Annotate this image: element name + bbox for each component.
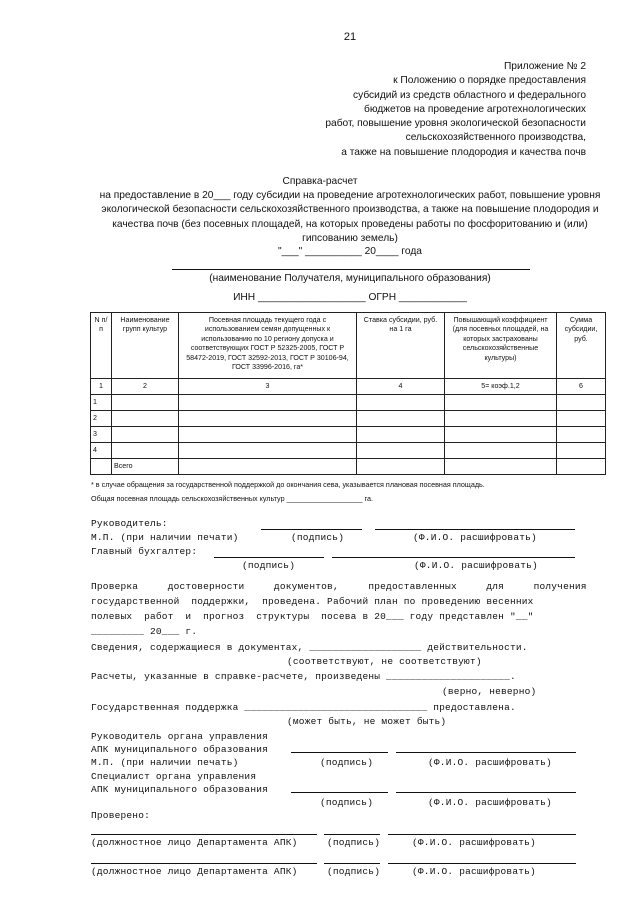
official-caption: (должностное лицо Департамента АПК) — [91, 866, 298, 877]
appendix-line: Приложение № 2 — [503, 61, 586, 72]
appendix-line: субсидий из средств областного и федерального — [353, 89, 586, 101]
column-number: 5= коэф.1,2 — [445, 379, 557, 395]
row-number: 4 — [91, 443, 112, 459]
apk-head-label: АПК муниципального образования — [91, 744, 269, 755]
signature-caption: (подпись) — [242, 560, 296, 571]
signature-line — [291, 792, 388, 793]
row-number: 1 — [91, 395, 112, 411]
signature-line — [214, 557, 324, 558]
signature-caption: (подпись) — [327, 837, 381, 848]
official-line — [91, 834, 317, 835]
name-line — [396, 752, 576, 753]
table-cell — [557, 395, 606, 411]
date-line: "___" __________ 20____ года — [278, 246, 422, 257]
total-label: Всего — [112, 459, 179, 475]
table-cell — [445, 395, 557, 411]
checked-label: Проверено: — [91, 810, 151, 821]
column-header: Ставка субсидии, руб. на 1 га — [357, 313, 445, 379]
appendix-header — [325, 60, 586, 160]
table-cell — [445, 427, 557, 443]
column-number: 1 — [91, 379, 112, 395]
signature-caption: (подпись) — [320, 757, 374, 768]
column-number: 3 — [179, 379, 357, 395]
column-header: Сумма субсидии, руб. — [557, 313, 606, 379]
row-number: 2 — [91, 411, 112, 427]
signature-line — [261, 529, 362, 530]
table-cell — [179, 459, 357, 475]
signature-caption: (подпись) — [291, 532, 345, 543]
signature-line — [324, 834, 380, 835]
appendix-line: сельскохозяйственного производства, — [405, 132, 586, 144]
table-cell — [357, 395, 445, 411]
name-line — [388, 834, 576, 835]
table-cell — [112, 443, 179, 459]
table-cell — [557, 459, 606, 475]
table-cell — [557, 427, 606, 443]
calc-hint: (верно, неверно) — [442, 686, 537, 697]
column-header: Посевная площадь текущего года с использованием семян допущенных к использованию по 10 региону допуска и соответствующих ГОСТ Р 52325-2005, ГОСТ Р 58472-2019, ГОСТ 32592-2013, ГОСТ Р 30106-94, ГОСТ 33996-2016, га* — [179, 313, 357, 379]
verification-line: полевых работ и прогноз структуры посева в 20___ году представлен "__" — [91, 611, 534, 622]
name-line — [375, 529, 575, 530]
column-number: 6 — [557, 379, 606, 395]
total-area-note: Общая посевная площадь сельскохозяйственных культур ___________________ га. — [91, 494, 373, 503]
apk-stamp-label: М.П. (при наличии печать) — [91, 757, 239, 768]
table-cell — [357, 443, 445, 459]
table-cell — [179, 443, 357, 459]
recipient-line — [172, 269, 530, 270]
page-number: 21 — [343, 31, 357, 43]
table-row — [91, 395, 606, 411]
fio-caption: (Ф.И.О. расшифровать) — [428, 757, 552, 768]
fio-caption: (Ф.И.О. расшифровать) — [412, 837, 536, 848]
table-cell — [91, 459, 112, 475]
signature-line — [291, 752, 388, 753]
signature-line — [324, 863, 380, 864]
column-header: Наименование групп культур — [112, 313, 179, 379]
table-cell — [445, 443, 557, 459]
fio-caption: (Ф.И.О. расшифровать) — [412, 866, 536, 877]
name-line — [388, 863, 576, 864]
table-cell — [179, 427, 357, 443]
support-hint: (может быть, не может быть) — [287, 716, 447, 727]
fio-caption: (Ф.И.О. расшифровать) — [413, 532, 537, 543]
column-number: 4 — [357, 379, 445, 395]
document-subtitle: на предоставление в 20___ году субсидии на проведение агротехнологических работ, повышение уровня экологической безопасности сельскохозяйственного производства, а также на повышение плодородия и качества почв (без посевных площадей, на которых проведены работы по фосфоритованию и (или) гипсованию земель) — [99, 190, 601, 245]
table-cell — [112, 395, 179, 411]
calc-line: Расчеты, указанные в справке-расчете, произведены _____________________. — [91, 671, 516, 682]
appendix-line: бюджетов на проведение агротехнологических — [363, 103, 586, 115]
table-cell — [357, 411, 445, 427]
table-cell — [445, 459, 557, 475]
table-row — [91, 411, 606, 427]
appendix-line: к Положению о порядке предоставления — [393, 75, 586, 87]
chief-accountant-label: Главный бухгалтер: — [91, 546, 198, 557]
row-number: 3 — [91, 427, 112, 443]
table-cell — [357, 427, 445, 443]
signature-caption: (подпись) — [320, 797, 374, 808]
table-cell — [557, 411, 606, 427]
name-line — [332, 557, 575, 558]
table-cell — [445, 411, 557, 427]
official-caption: (должностное лицо Департамента АПК) — [91, 837, 298, 848]
table-cell — [112, 427, 179, 443]
table-row — [91, 427, 606, 443]
apk-specialist-label: АПК муниципального образования — [91, 784, 269, 795]
column-number: 2 — [112, 379, 179, 395]
appendix-line: а также на повышение плодородия и качества почв — [341, 146, 586, 158]
info-line: Сведения, содержащиеся в документах, ___________________ действительности. — [91, 642, 528, 653]
official-line — [91, 863, 317, 864]
fio-caption: (Ф.И.О. расшифровать) — [414, 560, 538, 571]
table-cell — [179, 411, 357, 427]
inn-ogrn-line: ИНН ___________________ ОГРН ____________ — [233, 292, 467, 303]
support-line: Государственная поддержка _______________________________ предоставлена. — [91, 702, 516, 713]
verification-line: _________ 20___ г. — [91, 626, 198, 637]
head-label: Руководитель: — [91, 518, 168, 529]
table-column-numbers — [91, 379, 606, 395]
table-row — [91, 443, 606, 459]
info-hint: (соответствуют, не соответствуют) — [287, 656, 482, 667]
fio-caption: (Ф.И.О. расшифровать) — [428, 797, 552, 808]
table-cell — [112, 411, 179, 427]
verification-line: Проверка достоверности документов, предоставленных для получения — [91, 581, 587, 592]
table-cell — [179, 395, 357, 411]
signature-caption: (подпись) — [327, 866, 381, 877]
document-title: Справка-расчет — [282, 176, 358, 187]
table-cell — [557, 443, 606, 459]
recipient-caption: (наименование Получателя, муниципального образования) — [209, 273, 491, 284]
apk-specialist-label: Специалист органа управления — [91, 771, 257, 782]
table-total-row — [91, 459, 606, 475]
table-header-row — [91, 313, 606, 379]
name-line — [396, 792, 576, 793]
footnote: * в случае обращения за государственной поддержкой до окончания сева, указывается плановая посевная площадь. — [91, 480, 485, 489]
stamp-label: М.П. (при наличии печати) — [91, 532, 239, 543]
table-cell — [357, 459, 445, 475]
appendix-line: работ, повышение уровня экологической безопасности — [325, 118, 586, 130]
column-header: N п/п — [91, 313, 112, 379]
verification-line: государственной поддержки, проведена. Рабочий план по проведению весенних — [91, 596, 534, 607]
column-header: Повышающий коэффициент (для посевных площадей, на которых застрахованы сельскохозяйственные культуры) — [445, 313, 557, 379]
calculation-table — [90, 312, 606, 475]
apk-head-label: Руководитель органа управления — [91, 731, 269, 742]
